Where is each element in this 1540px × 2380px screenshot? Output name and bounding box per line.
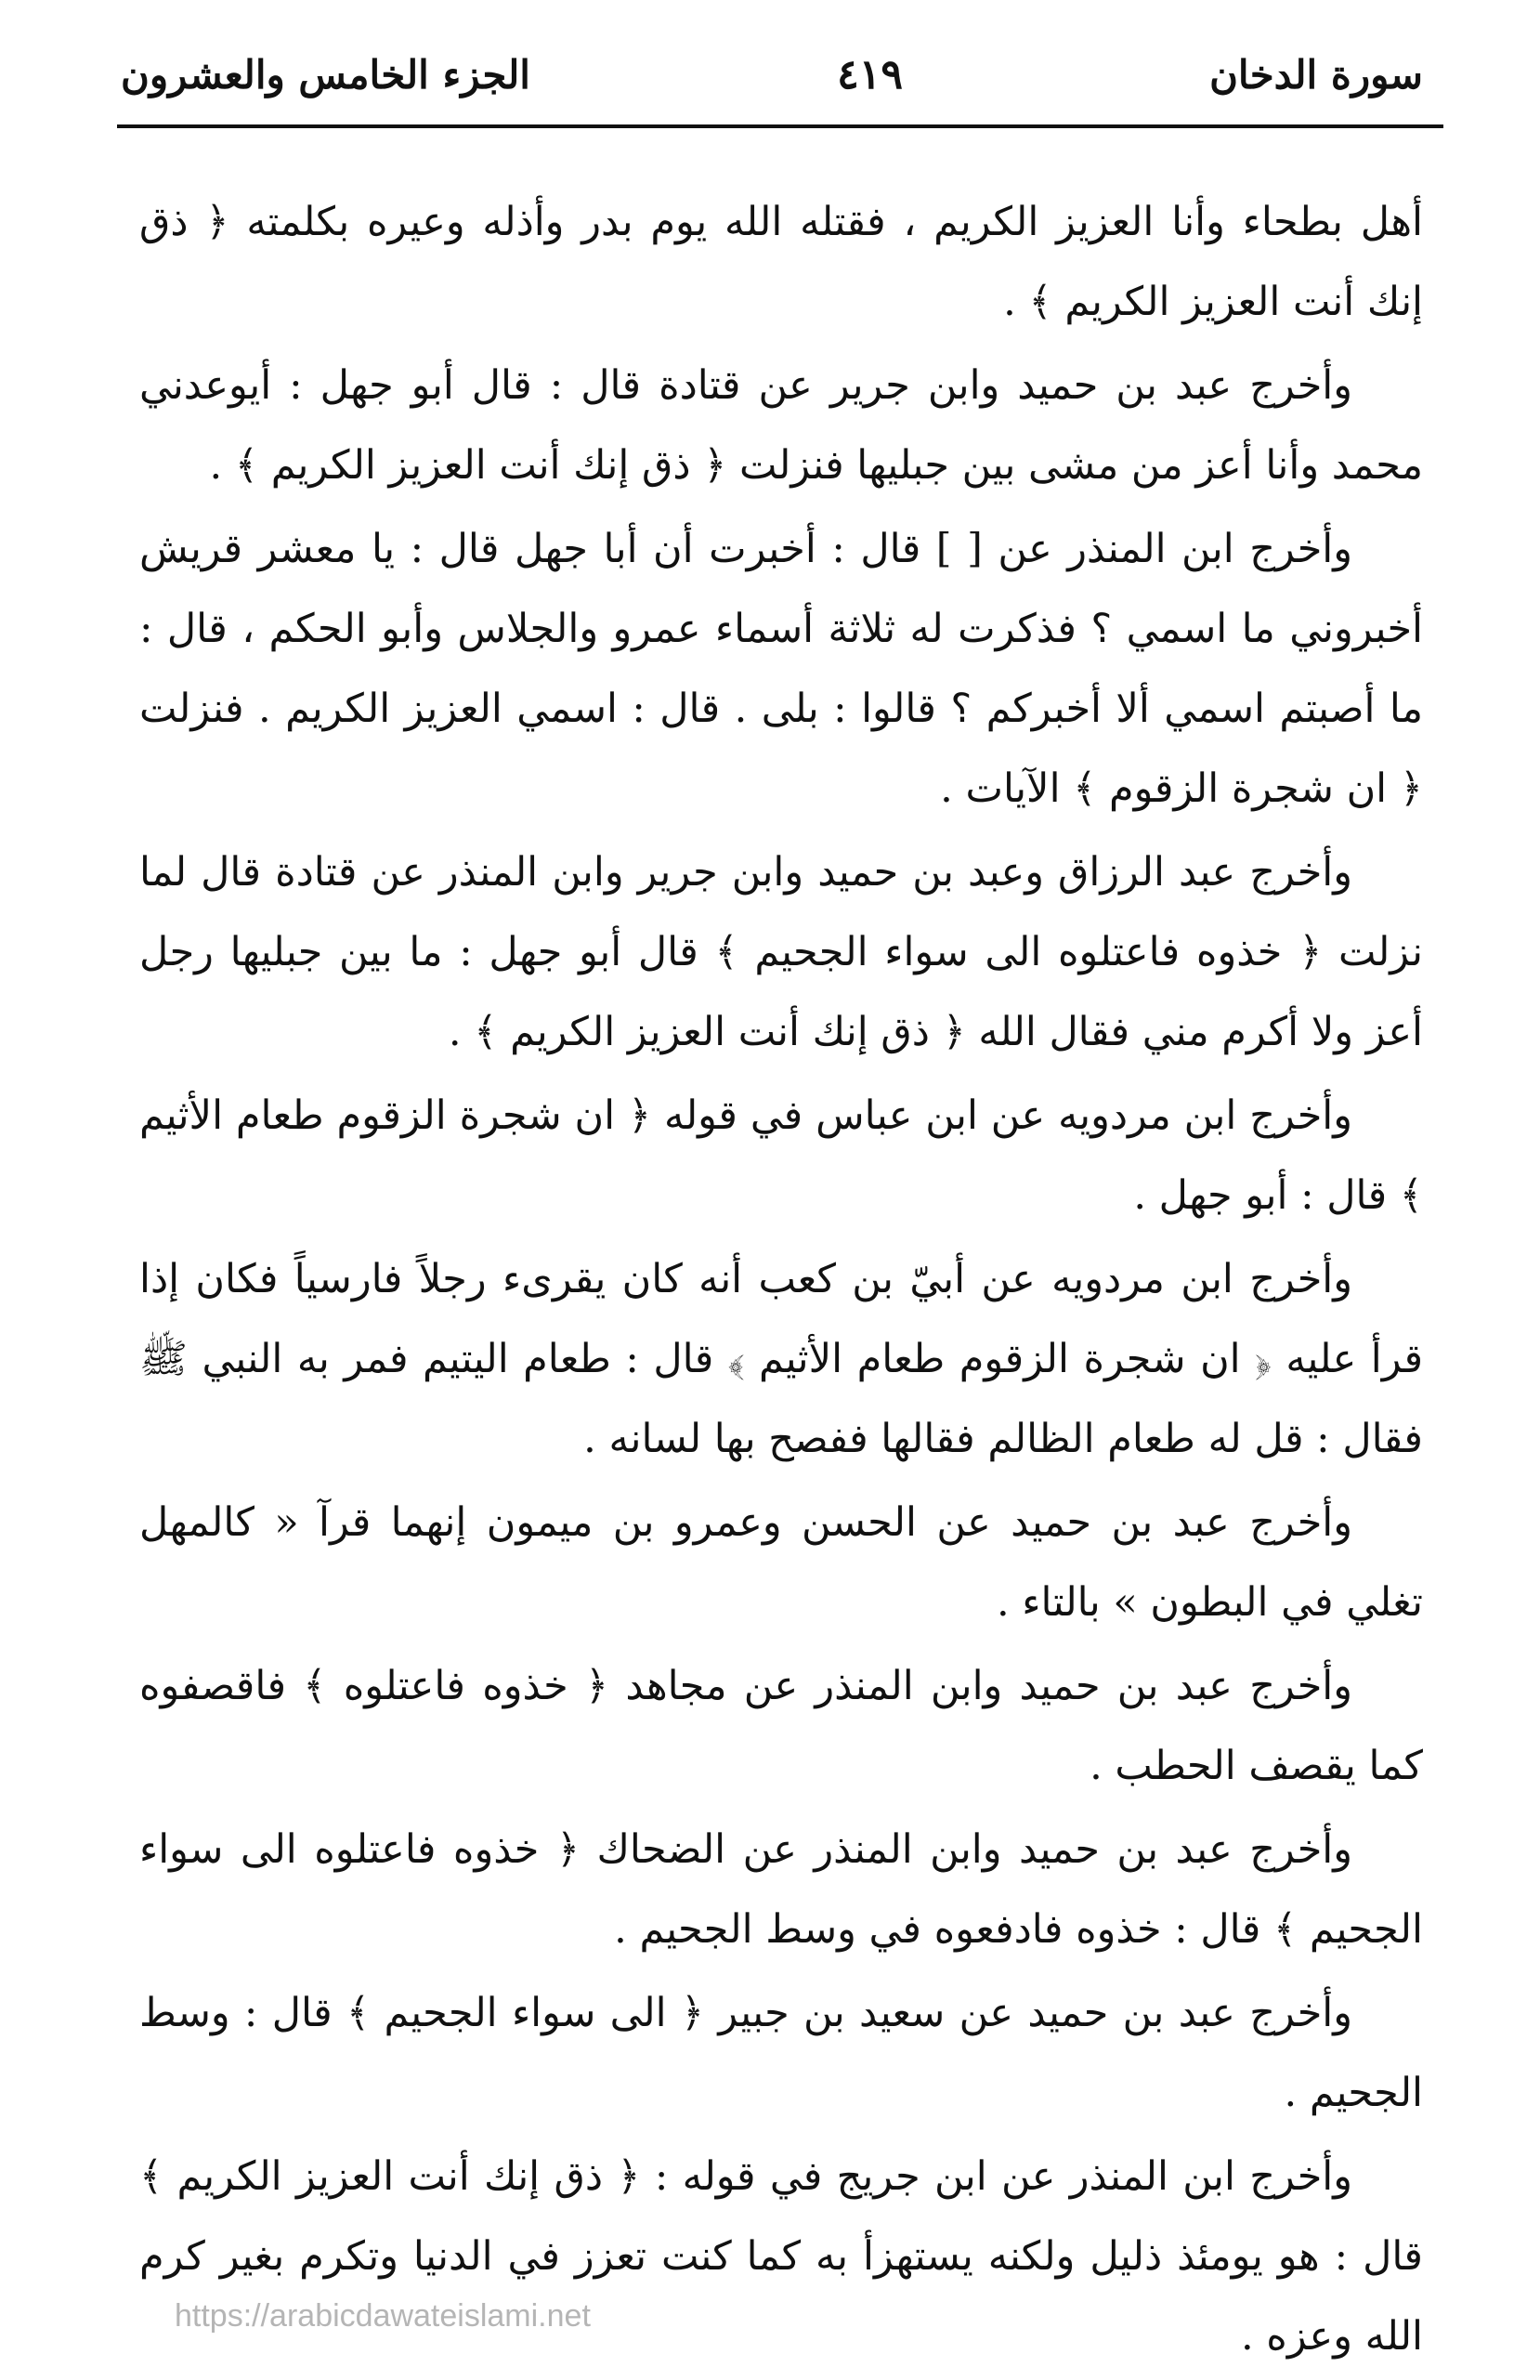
paragraph: وأخرج عبد بن حميد عن الحسن وعمرو بن ميمون إنهما قرآ « كالمهل تغلي في البطون » بالتاء . — [139, 1499, 1423, 1626]
paragraph: وأخرج ابن المنذر عن ابن جريج في قوله : ﴿ ذق إنك أنت العزيز الكريم ﴾ قال : هو يومئذ ذليل ولكنه يستهزأ به كما كنت تعزز في الدنيا وتكرم بغير كرم الله وعزه . — [139, 2153, 1423, 2360]
paragraph: وأخرج عبد بن حميد وابن المنذر عن الضحاك ﴿ خذوه فاعتلوه الى سواء الجحيم ﴾ قال : خذوه فادفعوه في وسط الجحيم . — [139, 1826, 1423, 1953]
paragraph: وأخرج ابن مردويه عن أبيّ بن كعب أنه كان يقرىء رجلاً فارسياً فكان إذا قرأ عليه ﴿ ان شجرة الزقوم طعام الأثيم ﴾ قال : طعام اليتيم فمر به النبي ﷺ فقال : قل له طعام الظالم فقالها ففصح بها لسانه . — [139, 1256, 1423, 1462]
watermark: https://arabicdawateislami.net — [175, 2298, 591, 2334]
paragraph: وأخرج عبد بن حميد وابن المنذر عن مجاهد ﴿ خذوه فاعتلوه ﴾ فاقصفوه كما يقصف الحطب . — [139, 1663, 1423, 1789]
paragraph: وأخرج عبد الرزاق وعبد بن حميد وابن جرير وابن المنذر عن قتادة قال لما نزلت ﴿ خذوه فاعتلوه الى سواء الجحيم ﴾ قال أبو جهل : ما بين جبليها رجل أعز ولا أكرم مني فقال الله ﴿ ذق إنك أنت العزيز الكريم ﴾ . — [139, 849, 1423, 1055]
paragraph: وأخرج عبد بن حميد وابن جرير عن قتادة قال : قال أبو جهل : أيوعدني محمد وأنا أعز من مشى بين جبليها فنزلت ﴿ ذق إنك أنت العزيز الكريم ﴾ . — [139, 362, 1423, 489]
page-body — [139, 182, 1423, 2380]
surah-title: سورة الدخان — [1209, 51, 1423, 98]
juz-title: الجزء الخامس والعشرون — [121, 51, 530, 98]
paragraph: وأخرج ابن المنذر عن [ ] قال : أخبرت أن أبا جهل قال : يا معشر قريش أخبروني ما اسمي ؟ فذكرت له ثلاثة أسماء عمرو والجلاس وأبو الحكم ، قال : ما أصبتم اسمي ألا أخبركم ؟ قالوا : بلى . قال : اسمي العزيز الكريم . فنزلت ﴿ ان شجرة الزقوم ﴾ الآيات . — [139, 526, 1423, 812]
running-header — [121, 37, 1423, 111]
paragraph: وأخرج ابن مردويه عن ابن عباس في قوله ﴿ ان شجرة الزقوم طعام الأثيم ﴾ قال : أبو جهل . — [139, 1092, 1423, 1219]
paragraph: وأخرج عبد بن حميد عن سعيد بن جبير ﴿ الى سواء الجحيم ﴾ قال : وسط الجحيم . — [139, 1990, 1423, 2116]
page-number: ٤١٩ — [837, 50, 903, 98]
paragraph: أهل بطحاء وأنا العزيز الكريم ، فقتله الله يوم بدر وأذله وعيره بكلمته ﴿ ذق إنك أنت العزيز الكريم ﴾ . — [139, 199, 1423, 325]
header-divider — [117, 124, 1443, 128]
